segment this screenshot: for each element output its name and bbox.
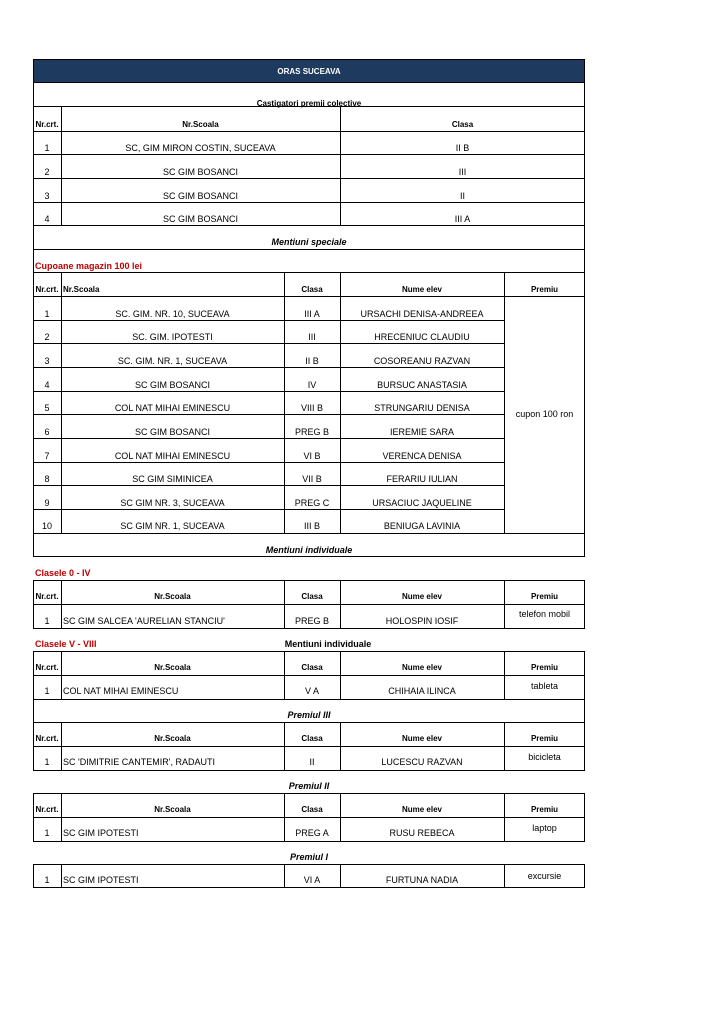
col-header-clasa: Clasa <box>301 285 323 294</box>
row-scoala: COL NAT MIHAI EMINESCU <box>114 403 231 413</box>
row-nr: 9 <box>44 498 50 508</box>
row-scoala: SC GIM NR. 3, SUCEAVA <box>120 498 225 508</box>
row-clasa: III A <box>454 214 471 224</box>
row-elev: URSACIUC JAQUELINE <box>372 498 472 508</box>
row-elev: CHIHAIA ILINCA <box>388 686 456 696</box>
row-nr: 1 <box>44 828 50 838</box>
row-elev: STRUNGARIU DENISA <box>374 403 470 413</box>
row-clasa: IV <box>307 380 317 390</box>
row-elev: HOLOSPIN IOSIF <box>385 616 459 626</box>
row-nr: 8 <box>44 474 50 484</box>
col-header-elev: Nume elev <box>401 592 443 601</box>
row-scoala: COL NAT MIHAI EMINESCU <box>114 451 231 461</box>
col-header-clasa: Clasa <box>301 734 323 743</box>
row-clasa: III A <box>304 309 320 319</box>
row-nr: 3 <box>44 356 50 366</box>
row-scoala: SC. GIM. NR. 10, SUCEAVA <box>115 309 230 319</box>
row-clasa: PREG A <box>295 828 329 838</box>
row-premiu: laptop <box>532 823 557 833</box>
row-elev: BURSUC ANASTASIA <box>377 380 467 390</box>
row-clasa: PREG C <box>294 498 330 508</box>
individual-heading: Mentiuni individuale <box>265 545 353 555</box>
page-title: ORAS SUCEAVA <box>33 59 585 83</box>
row-nr: 10 <box>41 521 52 531</box>
row-scoala: SC GIM BOSANCI <box>162 167 238 177</box>
row-clasa: II B <box>455 143 470 153</box>
row-elev: LUCESCU RAZVAN <box>381 757 463 767</box>
row-scoala: SC GIM BOSANCI <box>134 427 210 437</box>
row-scoala: SC GIM SALCEA 'AURELIAN STANCIU' <box>63 616 225 626</box>
col-header-nrcrt: Nr.crt. <box>35 734 59 743</box>
row-nr: 1 <box>44 875 50 885</box>
row-scoala: SC GIM IPOTESTI <box>63 875 139 885</box>
col-header-scoala: Nr.Scoala <box>182 120 219 129</box>
col-header-scoala: Nr.Scoala <box>154 663 191 672</box>
row-clasa: III <box>458 167 467 177</box>
row-nr: 5 <box>44 403 50 413</box>
row-clasa: II <box>309 757 315 767</box>
row-premiu: bicicleta <box>528 752 561 762</box>
premiu-cupon: cupon 100 ron <box>515 409 574 419</box>
col-header-elev: Nume elev <box>401 805 443 814</box>
col-header-scoala: Nr.Scoala <box>63 285 100 294</box>
row-scoala: SC GIM BOSANCI <box>162 214 238 224</box>
row-premiu: tableta <box>530 681 559 691</box>
row-scoala: SC GIM BOSANCI <box>134 380 210 390</box>
row-elev: RUSU REBECA <box>389 828 455 838</box>
row-clasa: VIII B <box>300 403 323 413</box>
col-header-premiu: Premiu <box>530 285 559 294</box>
section-heading: Mentiuni individuale <box>284 639 372 649</box>
section-label-v-viii: Clasele V - VIII <box>35 639 97 649</box>
row-nr: 1 <box>44 143 50 153</box>
col-header-clasa: Clasa <box>451 120 474 129</box>
row-clasa: III B <box>303 521 320 531</box>
row-premiu: telefon mobil <box>518 609 571 619</box>
row-scoala: SC, GIM MIRON COSTIN, SUCEAVA <box>125 143 276 153</box>
row-scoala: SC GIM SIMINICEA <box>132 474 213 484</box>
row-elev: URSACHI DENISA-ANDREEA <box>360 309 484 319</box>
row-nr: 1 <box>44 309 50 319</box>
row-nr: 3 <box>44 191 50 201</box>
collective-heading: Castigatori premii colective <box>256 99 362 108</box>
row-nr: 6 <box>44 427 50 437</box>
col-header-premiu: Premiu <box>530 734 559 743</box>
row-clasa: III <box>308 332 316 342</box>
row-clasa: VI B <box>303 451 321 461</box>
row-scoala: SC. GIM. IPOTESTI <box>132 332 213 342</box>
section-heading: Premiul II <box>288 781 330 791</box>
row-elev: FERARIU IULIAN <box>386 474 458 484</box>
row-nr: 4 <box>44 380 50 390</box>
row-premiu: excursie <box>527 871 562 881</box>
row-scoala: SC 'DIMITRIE CANTEMIR', RADAUTI <box>63 757 215 767</box>
row-clasa: V A <box>304 686 319 696</box>
col-header-premiu: Premiu <box>530 592 559 601</box>
row-elev: HRECENIUC CLAUDIU <box>374 332 470 342</box>
col-header-elev: Nume elev <box>401 734 443 743</box>
row-elev: IEREMIE SARA <box>389 427 454 437</box>
col-header-scoala: Nr.Scoala <box>154 805 191 814</box>
col-header-nrcrt: Nr.crt. <box>35 120 59 129</box>
col-header-premiu: Premiu <box>530 663 559 672</box>
special-heading: Mentiuni speciale <box>271 237 347 247</box>
row-elev: BENIUGA LAVINIA <box>383 521 461 531</box>
row-clasa: VII B <box>302 474 322 484</box>
col-header-nrcrt: Nr.crt. <box>35 805 59 814</box>
col-header-nrcrt: Nr.crt. <box>35 285 59 294</box>
row-nr: 1 <box>44 616 50 626</box>
col-header-clasa: Clasa <box>301 663 323 672</box>
col-header-nrcrt: Nr.crt. <box>35 592 59 601</box>
row-scoala: SC GIM IPOTESTI <box>63 828 139 838</box>
row-nr: 2 <box>44 332 50 342</box>
row-clasa: II <box>459 191 465 201</box>
row-nr: 1 <box>44 686 50 696</box>
row-scoala: COL NAT MIHAI EMINESCU <box>63 686 179 696</box>
section-heading: Premiul III <box>287 710 331 720</box>
row-elev: COSOREANU RAZVAN <box>373 356 471 366</box>
row-nr: 4 <box>44 214 50 224</box>
row-nr: 7 <box>44 451 50 461</box>
row-nr: 1 <box>44 757 50 767</box>
col-header-scoala: Nr.Scoala <box>154 592 191 601</box>
col-header-elev: Nume elev <box>401 663 443 672</box>
special-subheading: Cupoane magazin 100 lei <box>35 261 143 271</box>
row-clasa: PREG B <box>294 616 329 626</box>
row-clasa: II B <box>305 356 319 366</box>
col-header-clasa: Clasa <box>301 592 323 601</box>
section-label-0-iv: Clasele 0 - IV <box>35 568 91 578</box>
row-scoala: SC GIM BOSANCI <box>162 191 238 201</box>
col-header-premiu: Premiu <box>530 805 559 814</box>
row-elev: VERENCA DENISA <box>382 451 462 461</box>
row-clasa: VI A <box>303 875 321 885</box>
row-elev: FURTUNA NADIA <box>385 875 459 885</box>
col-header-clasa: Clasa <box>301 805 323 814</box>
col-header-elev: Nume elev <box>401 285 443 294</box>
row-nr: 2 <box>44 167 50 177</box>
row-scoala: SC GIM NR. 1, SUCEAVA <box>120 521 225 531</box>
row-clasa: PREG B <box>294 427 329 437</box>
row-scoala: SC. GIM. NR. 1, SUCEAVA <box>117 356 228 366</box>
col-header-scoala: Nr.Scoala <box>154 734 191 743</box>
col-header-nrcrt: Nr.crt. <box>35 663 59 672</box>
section-heading: Premiul I <box>289 852 328 862</box>
